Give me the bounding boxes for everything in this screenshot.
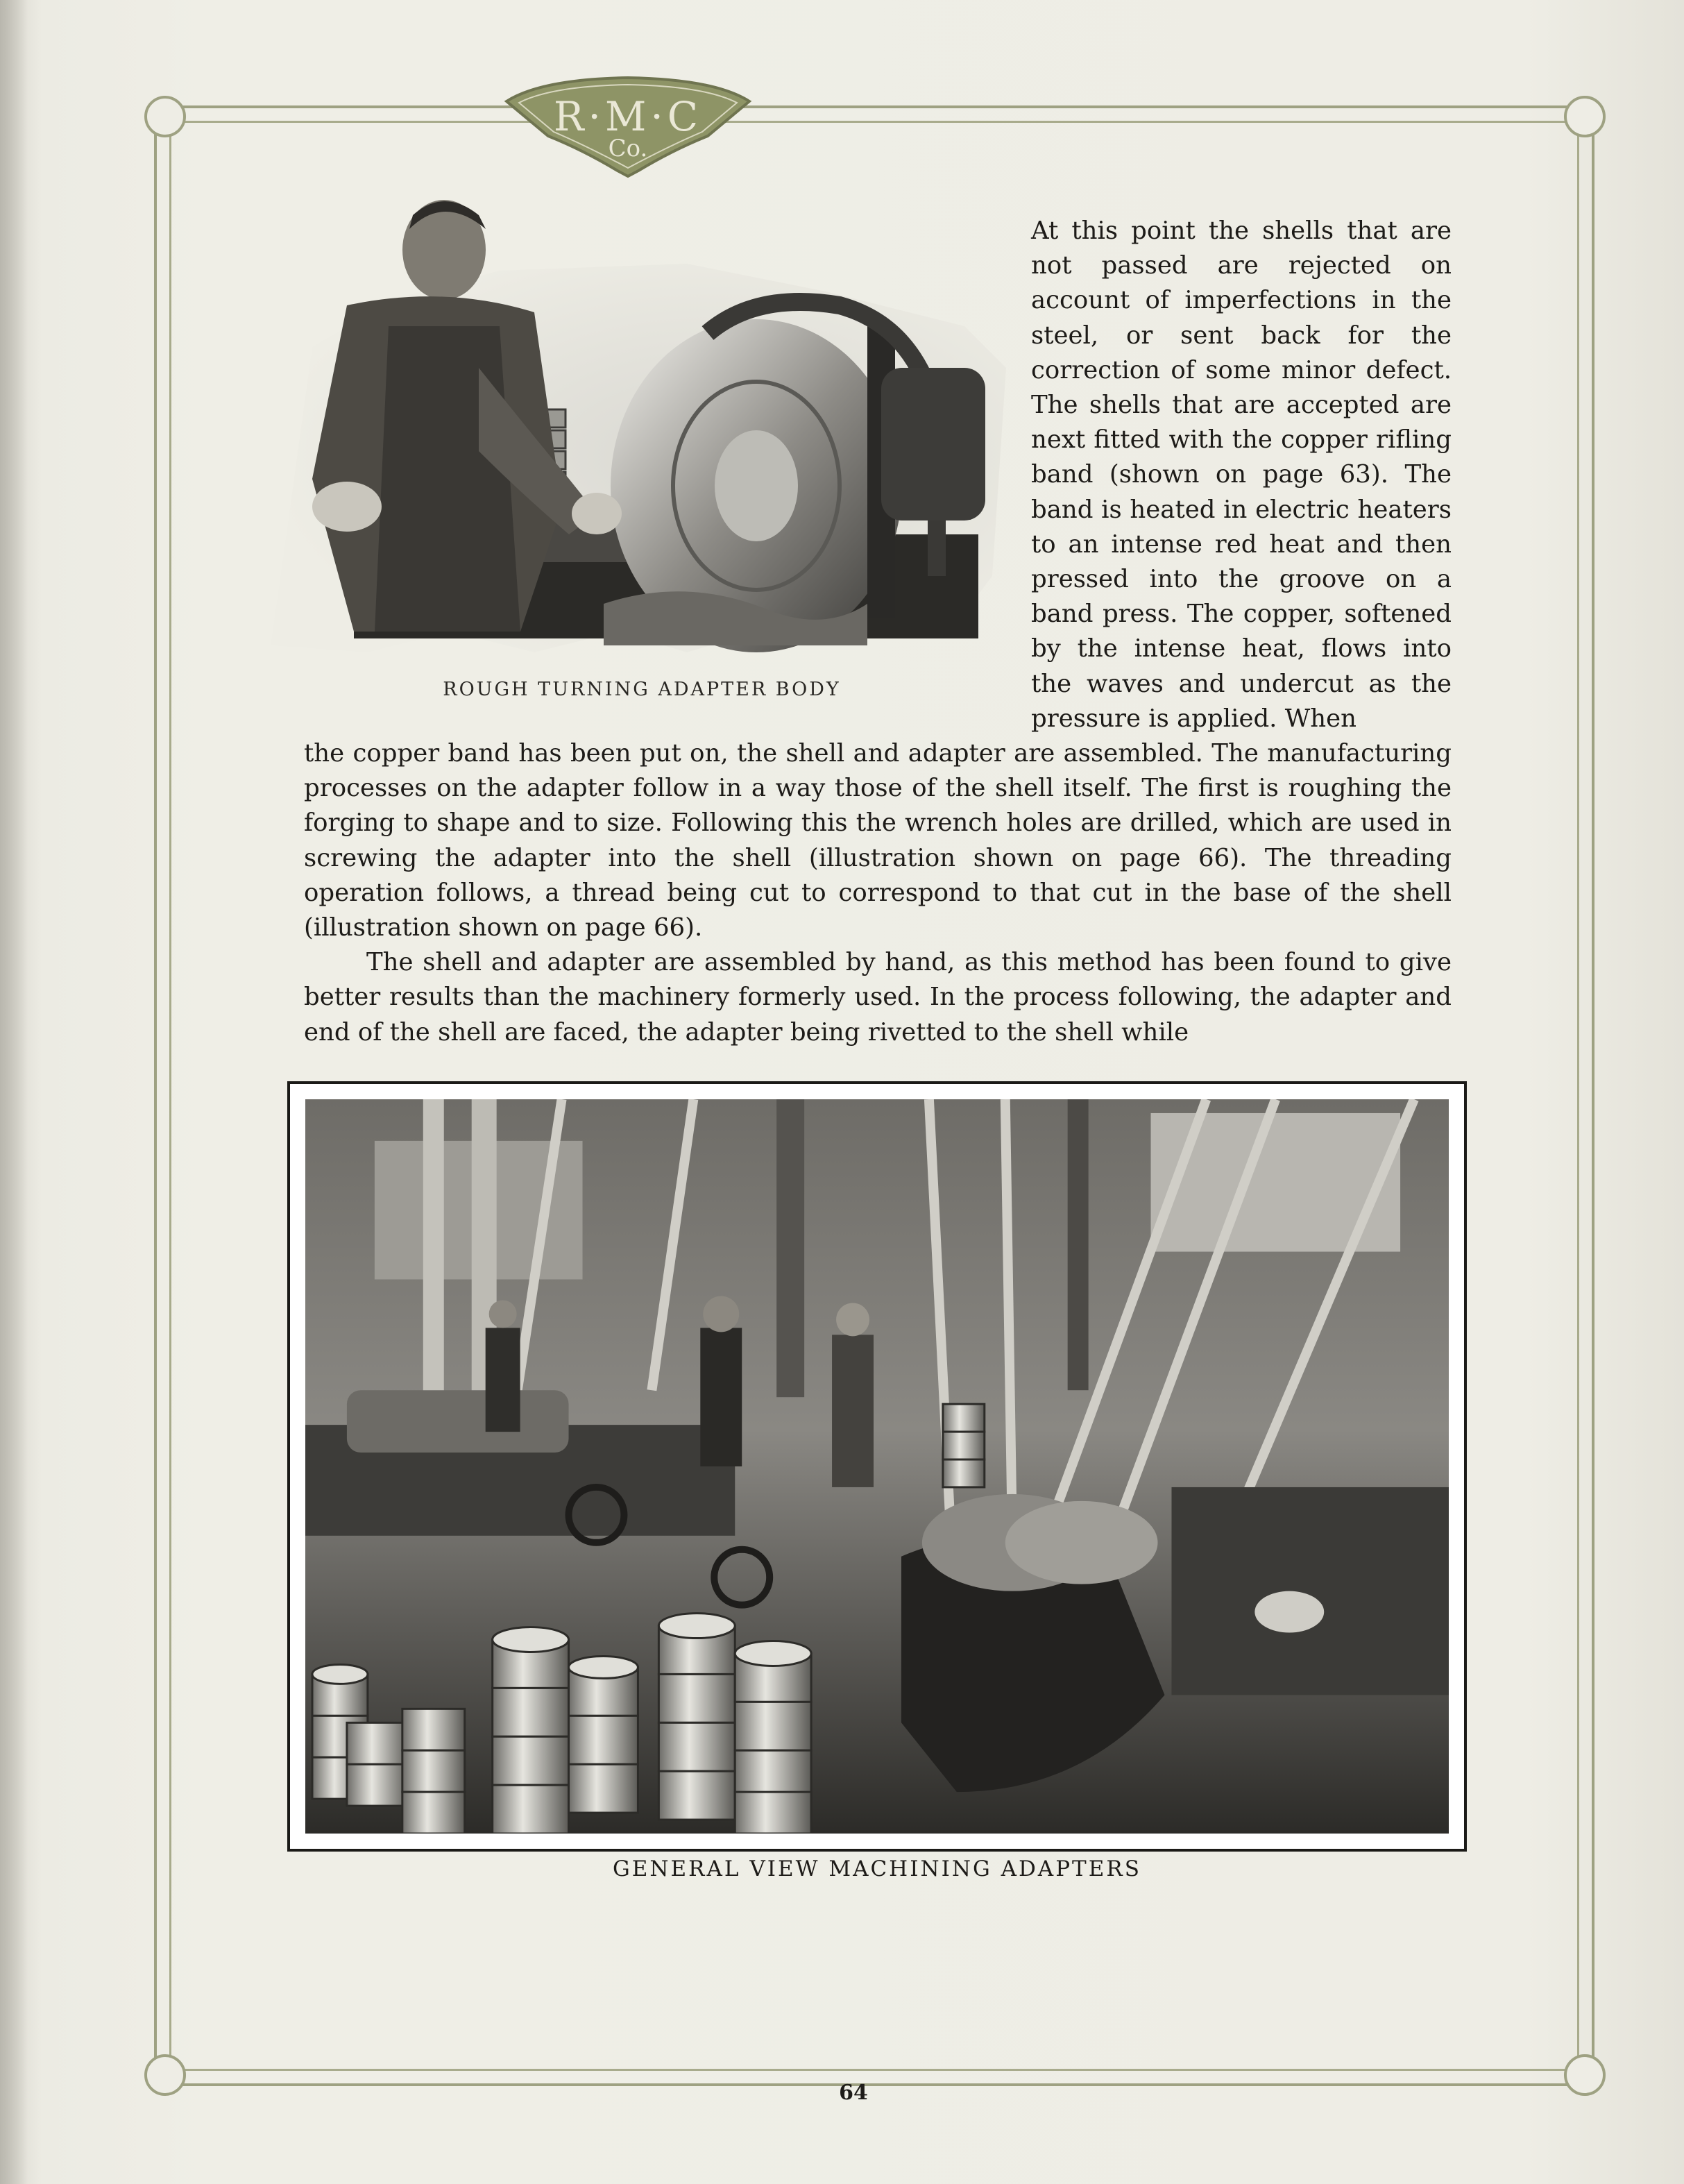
figure-caption-bottom: GENERAL VIEW MACHINING ADAPTERS (613, 1856, 1141, 1881)
photo-general-view-machining-adapters (287, 1081, 1467, 1852)
border-corner-ornament (1564, 96, 1606, 137)
photo-rough-turning-adapter-body (271, 187, 1013, 659)
rmc-logo-badge (500, 74, 756, 178)
border-corner-ornament (1564, 2054, 1606, 2096)
figure-caption-top: ROUGH TURNING ADAPTER BODY (443, 679, 841, 700)
paragraph-continuation: the copper band has been put on, the shell and adapter are assembled. The manufacturing processes on the adapter follow in a way those of the shell itself. The first is roughing the forging to shape and to size. Following this the wrench holes are drilled, which are used in screwing the adapter into the shell (illustration shown on page 66). The threading operation follows, a thread being cut to correspond to that cut in the base of the shell (illustration shown on page 66). (304, 739, 1452, 942)
logo-company-mark: Co. (608, 135, 648, 162)
border-corner-ornament (144, 96, 186, 137)
paragraph-column: At this point the shells that are not passed are rejected on account of imperfections in the steel, or sent back for the correction of some minor defect. The shells that are accepted are next fitted with the copper rifling band (shown on page 63). The band is heated in electric heaters to an intense red heat and then pressed into the groove on a band press. The copper, softened by the intense heat, flows into the waves and undercut as the pressure is applied. When (1031, 217, 1452, 733)
page-number: 64 (839, 2081, 868, 2105)
text-column-right (1031, 214, 1452, 736)
paragraph-assembly: The shell and adapter are assembled by hand, as this method has been found to give better results than the machinery formerly used. In the process following, the adapter and end of the shell are faced, the adapter being rivetted to the shell while (304, 948, 1452, 1047)
logo-letters: R·M·C (553, 93, 703, 140)
text-body (304, 736, 1452, 1050)
book-gutter-shadow (0, 0, 28, 2184)
machine-shop-photograph (305, 1099, 1449, 1834)
border-corner-ornament (144, 2054, 186, 2096)
